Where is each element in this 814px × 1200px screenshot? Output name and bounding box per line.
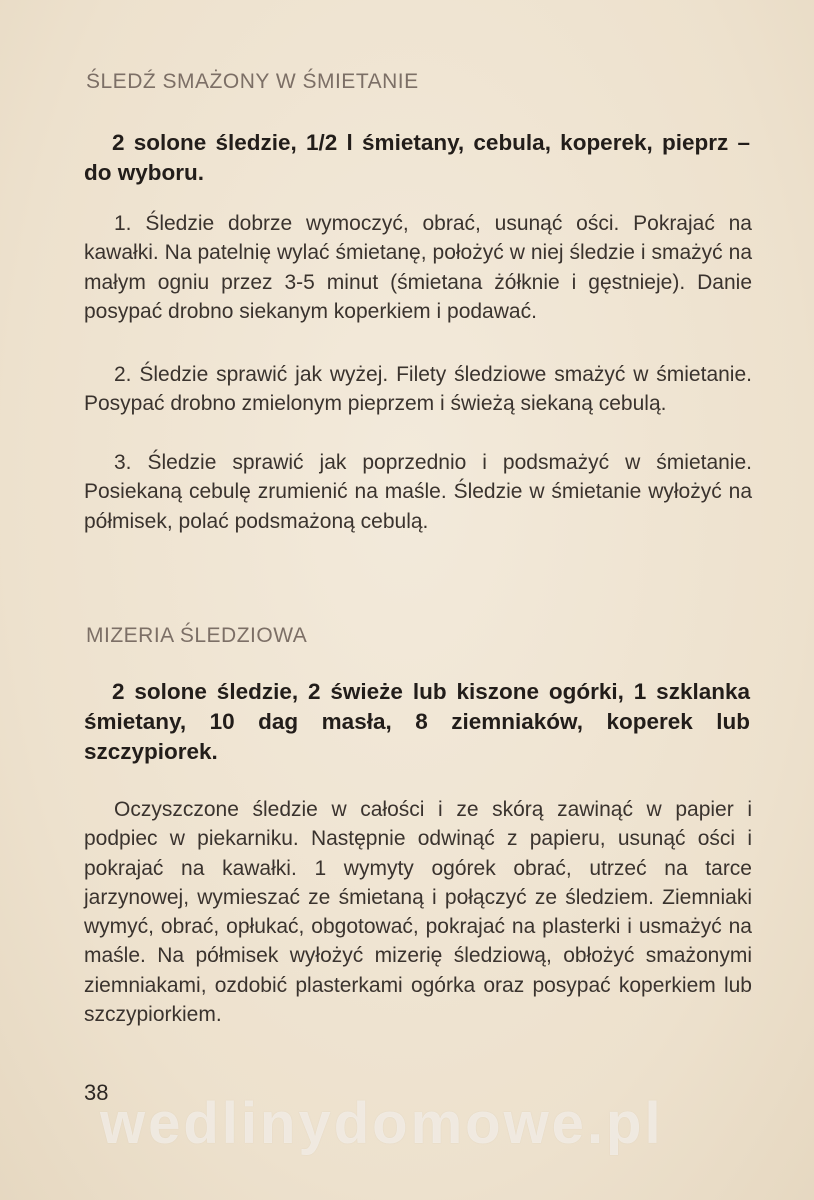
recipe-1-step-3: 3. Śledzie sprawić jak poprzednio i podsmażyć w śmietanie. Posiekaną cebulę zrumienić na maśle. Śledzie w śmietanie wyłożyć na półmisek, polać podsmażoną cebulą.: [84, 451, 752, 533]
page-number: 38: [84, 1080, 109, 1105]
recipe-2-title: MIZERIA ŚLEDZIOWA: [86, 624, 308, 647]
recipe-1-ingredients: 2 solone śledzie, 1/2 l śmietany, cebula, koperek, pieprz – do wyboru.: [84, 130, 750, 185]
recipe-1-step-2: 2. Śledzie sprawić jak wyżej. Filety śledziowe smażyć w śmietanie. Posypać drobno zmielonym pieprzem i świeżą siekaną cebulą.: [84, 363, 752, 416]
recipe-2-body: Oczyszczone śledzie w całości i ze skórą zawinąć w papier i podpiec w piekarniku. Następnie odwinąć z papieru, usunąć ości i pokrajać na kawałki. 1 wymyty ogórek obrać, utrzeć na tarce jarzynowej, wymieszać ze śmietaną i połączyć ze śledziem. Ziemniaki wymyć, obrać, opłukać, obgotować, pokrajać na plasterki i usmażyć na maśle. Na półmisek wyłożyć mizerię śledziową, obłożyć smażonymi ziemniakami, ozdobić plasterkami ogórka oraz posypać koperkiem lub szczypiorkiem.: [84, 798, 752, 1027]
recipe-1-title: ŚLEDŹ SMAŻONY W ŚMIETANIE: [86, 70, 419, 93]
watermark: wedlinydomowe.pl: [100, 1091, 664, 1156]
recipe-1-step-1: 1. Śledzie dobrze wymoczyć, obrać, usunąć ości. Pokrajać na kawałki. Na patelnię wylać śmietanę, położyć w niej śledzie i smażyć na małym ogniu przez 3-5 minut (śmietana żółknie i gęstnieje). Danie posypać drobno siekanym koperkiem i podawać.: [84, 212, 752, 323]
recipe-2-ingredients: 2 solone śledzie, 2 świeże lub kiszone ogórki, 1 szklanka śmietany, 10 dag masła, 8 ziemniaków, koperek lub szczypiorek.: [84, 679, 750, 764]
